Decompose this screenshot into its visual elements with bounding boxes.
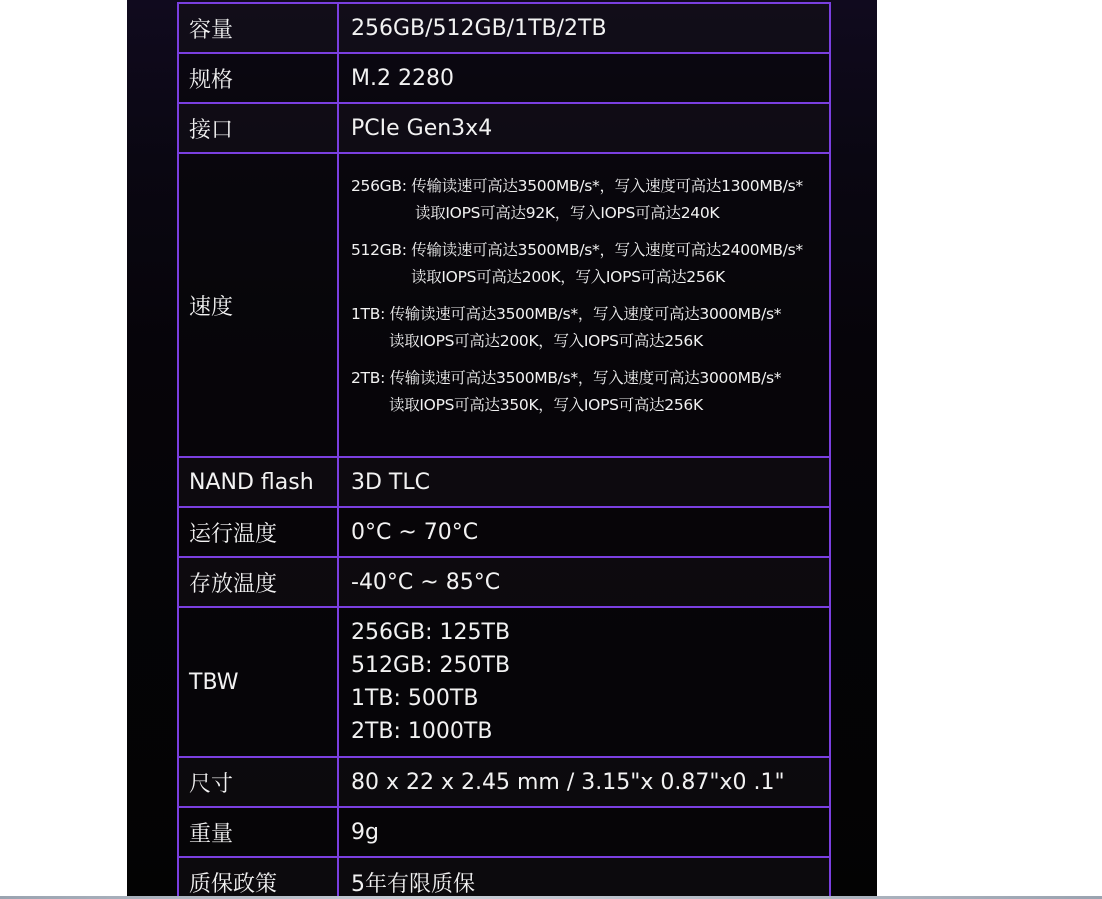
row-value-capacity: 256GB/512GB/1TB/2TB (338, 3, 830, 53)
row-value-dimensions: 80 x 22 x 2.45 mm / 3.15"x 0.87"x0 .1" (338, 757, 830, 807)
row-value-form-factor: M.2 2280 (338, 53, 830, 103)
row-label-warranty: 质保政策 (178, 857, 338, 899)
row-label-storage-temp: 存放温度 (178, 557, 338, 607)
table-row (178, 857, 830, 899)
speed-transfer-line: 256GB: 传输读速可高达3500MB/s*，写入速度可高达1300MB/s* (351, 177, 803, 195)
tbw-line: 256GB: 125TB (351, 620, 511, 645)
speed-iops-line: 读取IOPS可高达92K，写入IOPS可高达240K (415, 204, 720, 222)
row-value-operating-temp: 0°C ~ 70°C (338, 507, 830, 557)
speed-transfer-line: 1TB: 传输读速可高达3500MB/s*，写入速度可高达3000MB/s* (351, 305, 782, 323)
spec-table (177, 2, 831, 899)
tbw-line: 2TB: 1000TB (351, 719, 493, 744)
table-row (178, 607, 830, 757)
table-row (178, 3, 830, 53)
row-label-tbw: TBW (178, 607, 338, 757)
speed-iops-line: 读取IOPS可高达350K，写入IOPS可高达256K (389, 396, 703, 414)
speed-transfer-line: 512GB: 传输读速可高达3500MB/s*，写入速度可高达2400MB/s* (351, 241, 803, 259)
speed-entry-2tb (351, 364, 829, 418)
row-label-nand: NAND flash (178, 457, 338, 507)
row-label-dimensions: 尺寸 (178, 757, 338, 807)
row-label-capacity: 容量 (178, 3, 338, 53)
speed-list (351, 160, 829, 450)
speed-transfer-line: 2TB: 传输读速可高达3500MB/s*，写入速度可高达3000MB/s* (351, 369, 782, 387)
table-row (178, 757, 830, 807)
table-row (178, 557, 830, 607)
row-label-form-factor: 规格 (178, 53, 338, 103)
row-label-speed: 速度 (178, 153, 338, 457)
spec-panel (127, 0, 877, 899)
table-row (178, 457, 830, 507)
row-value-speed (338, 153, 830, 457)
table-row (178, 507, 830, 557)
tbw-line: 512GB: 250TB (351, 653, 511, 678)
table-row (178, 807, 830, 857)
row-value-nand: 3D TLC (338, 457, 830, 507)
speed-entry-256gb (351, 172, 829, 226)
speed-entry-512gb (351, 236, 829, 290)
table-row (178, 153, 830, 457)
speed-iops-line: 读取IOPS可高达200K，写入IOPS可高达256K (411, 268, 725, 286)
speed-entry-1tb (351, 300, 829, 354)
table-row (178, 53, 830, 103)
row-label-interface: 接口 (178, 103, 338, 153)
table-row (178, 103, 830, 153)
row-label-operating-temp: 运行温度 (178, 507, 338, 557)
row-value-tbw (338, 607, 830, 757)
row-value-warranty: 5年有限质保 (338, 857, 830, 899)
speed-iops-line: 读取IOPS可高达200K，写入IOPS可高达256K (389, 332, 703, 350)
row-value-interface: PCIe Gen3x4 (338, 103, 830, 153)
row-label-weight: 重量 (178, 807, 338, 857)
tbw-line: 1TB: 500TB (351, 686, 479, 711)
row-value-storage-temp: -40°C ~ 85°C (338, 557, 830, 607)
row-value-weight: 9g (338, 807, 830, 857)
